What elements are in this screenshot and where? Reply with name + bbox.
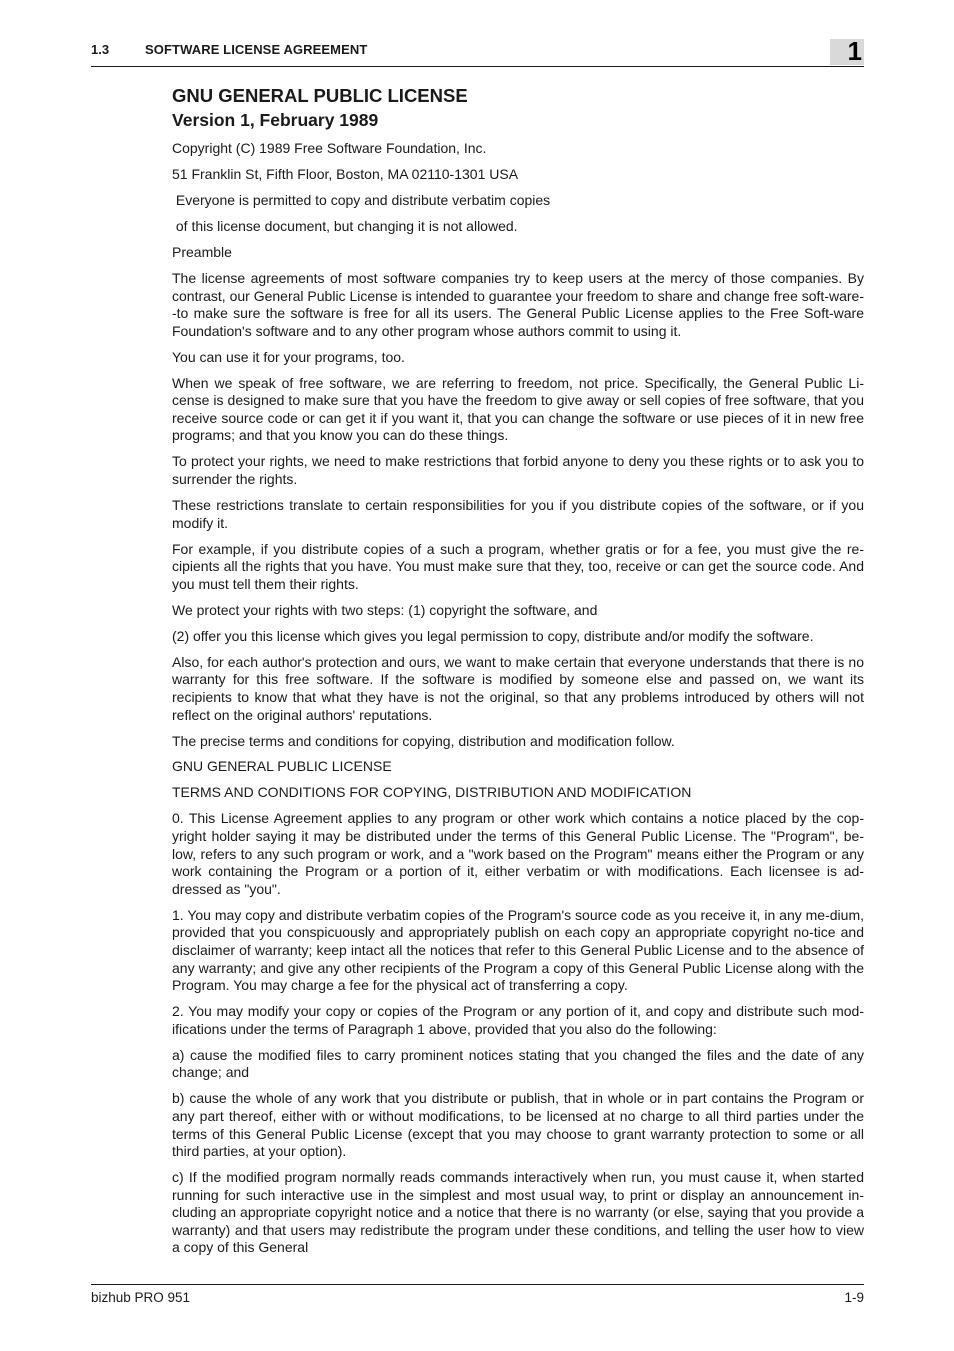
page-footer <box>91 1284 864 1309</box>
chapter-number: 1 <box>847 36 862 66</box>
section-number: 1.3 <box>91 42 110 57</box>
paragraph: To protect your rights, we need to make restrictions that forbid anyone to deny you these rights or to ask you to surrender the rights. <box>172 453 864 488</box>
model-name: bizhub PRO 951 <box>91 1290 191 1305</box>
license-version: Version 1, February 1989 <box>172 110 379 130</box>
permission-line-2: of this license document, but changing it is not allowed. <box>172 217 518 234</box>
address-line: 51 Franklin St, Fifth Floor, Boston, MA 02110-1301 USA <box>172 165 519 182</box>
paragraph: The license agreements of most software companies try to keep users at the mercy of those companies. By contrast, our General Public License is intended to guarantee your freedom to share and change free soft-ware--to make sure the software is free for all its users. The General Public License applies to the Free Soft-ware Foundation's software and to any other program whose authors commit to using it. <box>172 269 864 339</box>
paragraph: You can use it for your programs, too. <box>172 348 405 365</box>
clause-1: 1. You may copy and distribute verbatim copies of the Program's source code as you receive it, in any me-dium, provided that you conspicuously and appropriately publish on each copy an appropriate copyright no-tice and disclaimer of warranty; keep intact all the notices that refer to this General Public License and to the absence of any warranty; and give any other recipients of the Program a copy of this General Public License along with the Program. You may charge a fee for the physical act of transferring a copy. <box>172 906 864 994</box>
paragraph: These restrictions translate to certain responsibilities for you if you distribute copies of the software, or if you modify it. <box>172 497 864 531</box>
license-content <box>172 85 864 1265</box>
license-title: GNU GENERAL PUBLIC LICENSE <box>172 85 468 106</box>
clause-2b: b) cause the whole of any work that you distribute or publish, that in whole or in part contains the Program or any part thereof, either with or without modifications, to be licensed at no charge to all third parties under the terms of this General Public License (except that you may choose to grant warranty protection to some or all third parties, at your option). <box>172 1090 864 1160</box>
permission-line: Everyone is permitted to copy and distribute verbatim copies <box>172 191 551 208</box>
page-number: 1-9 <box>844 1290 864 1305</box>
page-header <box>91 36 864 67</box>
paragraph: When we speak of free software, we are referring to freedom, not price. Specifically, the General Public Li-cense is designed to make sure that you have the freedom to give away or sell copies of free software, that you receive source code or can get it if you want it, that you can change the software or use pieces of it in new free programs; and that you know you can do these things. <box>172 374 864 444</box>
preamble-heading: Preamble <box>172 243 232 260</box>
copyright-line: Copyright (C) 1989 Free Software Foundation, Inc. <box>172 140 487 156</box>
clause-2c: c) If the modified program normally reads commands interactively when run, you must cause it, when started running for such interactive use in the simplest and most usual way, to print or display an announcement in-cluding an appropriate copyright notice and a notice that there is no warranty (or else, saying that you provide a warranty) and that users may redistribute the program under these conditions, and telling the user how to view a copy of this General <box>172 1169 864 1256</box>
paragraph: Also, for each author's protection and ours, we want to make certain that everyone understands that there is no warranty for this free software. If the software is modified by someone else and passed on, we want its recipients to know that what they have is not the original, so that any problems introduced by others will not reflect on the original authors' reputations. <box>172 653 864 723</box>
section-title: SOFTWARE LICENSE AGREEMENT <box>145 42 368 57</box>
license-body <box>172 140 864 1257</box>
paragraph: For example, if you distribute copies of a such a program, whether gratis or for a fee, you must give the re-cipients all the rights that you have. You must make sure that they, too, receive or can get the source code. And you must tell them their rights. <box>172 540 864 592</box>
terms-heading: GNU GENERAL PUBLIC LICENSE <box>172 758 392 775</box>
paragraph: (2) offer you this license which gives you legal permission to copy, distribute and/or modify the software. <box>172 627 814 644</box>
paragraph: We protect your rights with two steps: (1) copyright the software, and <box>172 601 598 618</box>
clause-2a: a) cause the modified files to carry prominent notices stating that you changed the files and the date of any change; and <box>172 1046 864 1081</box>
terms-subheading: TERMS AND CONDITIONS FOR COPYING, DISTRIBUTION AND MODIFICATION <box>172 784 692 801</box>
paragraph: The precise terms and conditions for copying, distribution and modification follow. <box>172 732 675 749</box>
clause-2: 2. You may modify your copy or copies of the Program or any portion of it, and copy and distribute such mod-ifications under the terms of Paragraph 1 above, provided that you also do the following: <box>172 1003 864 1037</box>
clause-0: 0. This License Agreement applies to any program or other work which contains a notice placed by the cop-yright holder saying it may be distributed under the terms of this General Public License. The "Program", be-low, refers to any such program or work, and a "work based on the Program" means either the Program or any work containing the Program or a portion of it, either verbatim or with modifications. Each licensee is ad-dressed as "you". <box>172 810 864 897</box>
